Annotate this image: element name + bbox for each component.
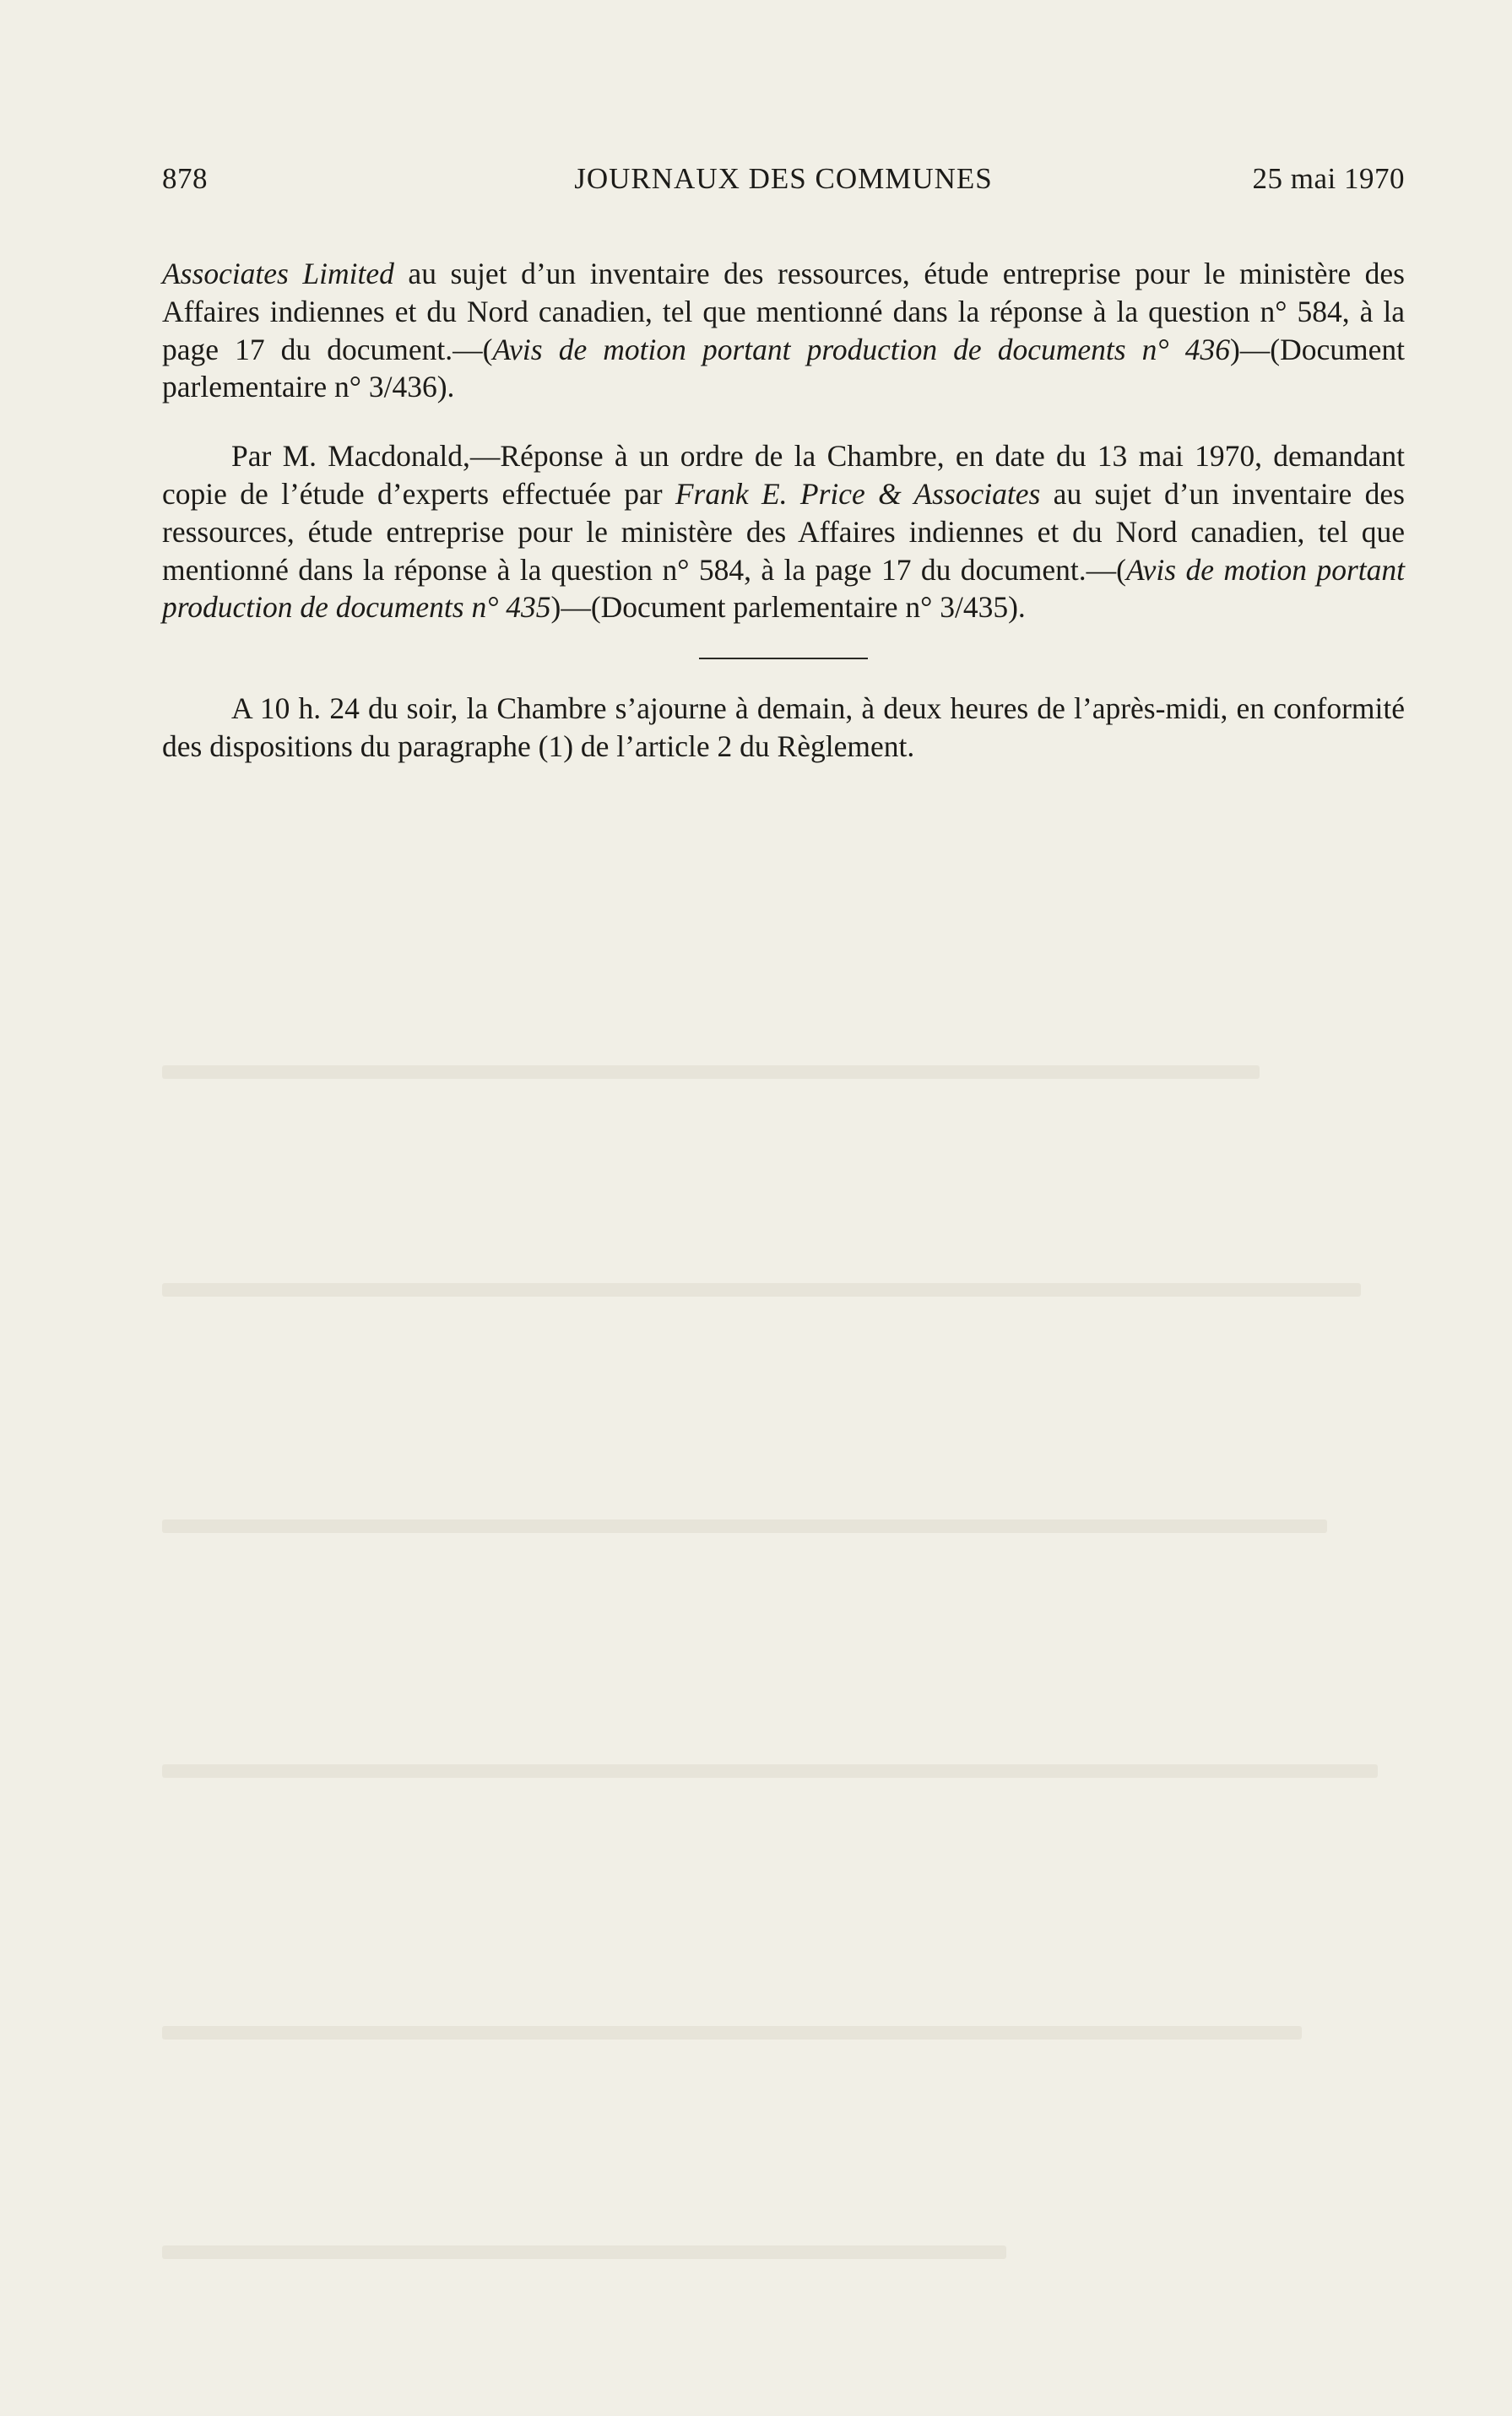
text-run: Avis de motion portant production de documents n° 435 xyxy=(162,552,1405,625)
journal-title: JOURNAUX DES COMMUNES xyxy=(574,162,993,195)
paragraph-adjournment xyxy=(162,690,1405,766)
paragraph-continuation xyxy=(162,255,1405,406)
section-divider xyxy=(699,658,868,659)
text-run: A 10 h. 24 du soir, la Chambre s’ajourne à demain, à deux heures de l’après-midi, en conformité des dispositions du paragraphe (1) de l’article 2 du Règlement. xyxy=(162,691,1405,763)
text-run: au sujet d’un inventaire des ressources, étude entreprise pour le ministère des Affaires indiennes et du Nord canadien, tel que mentionné dans la réponse à la question n° 584, à la page 17 du document.—( xyxy=(162,476,1405,587)
bleed-through-line xyxy=(162,1065,1260,1079)
page-number: 878 xyxy=(162,162,208,195)
text-run: Associates Limited xyxy=(162,257,394,290)
paragraph-macdonald-return xyxy=(162,437,1405,626)
bleed-through-line xyxy=(162,2245,1006,2259)
text-run: )—(Document parlementaire n° 3/435). xyxy=(550,590,1026,625)
text-run: Par M. Macdonald,—Réponse à un ordre de la Chambre, en date du 13 mai 1970, demandant copie de l’étude d’experts effectuée par xyxy=(162,439,1405,511)
bleed-through-line xyxy=(162,1764,1378,1778)
bleed-through-line xyxy=(162,1283,1361,1297)
bleed-through-line xyxy=(162,2026,1302,2040)
text-run: Frank E. Price & Associates xyxy=(675,476,1041,511)
running-header xyxy=(162,162,1405,204)
text-run: au sujet d’un inventaire des ressources, étude entreprise pour le ministère des Affaires indiennes et du Nord canadien, tel que mentionné dans la réponse à la question n° 584, à la page 17 du document.—( xyxy=(162,257,1405,366)
text-run: )—(Document parlementaire n° 3/436). xyxy=(162,332,1405,404)
document-body xyxy=(162,255,1405,797)
bleed-through-line xyxy=(162,1519,1327,1533)
header-date: 25 mai 1970 xyxy=(1252,162,1405,195)
text-run: Avis de motion portant production de documents n° 436 xyxy=(492,332,1230,366)
